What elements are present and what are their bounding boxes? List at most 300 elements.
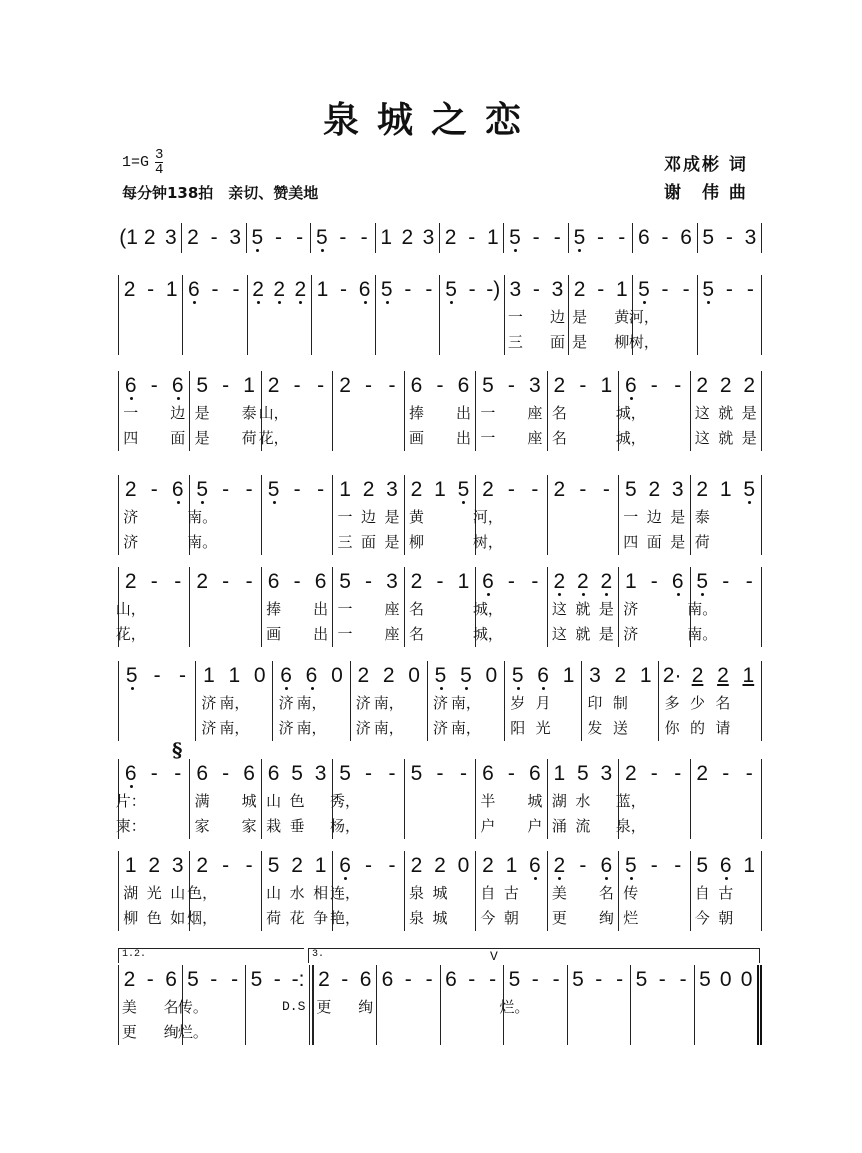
- low-octave-dot: [748, 501, 751, 504]
- lyric-syllable: 栽: [266, 817, 282, 835]
- note: -: [468, 968, 476, 991]
- lyric-syllable: 花，: [115, 625, 146, 643]
- note-cell: [428, 661, 453, 741]
- note-cell: [609, 965, 630, 1045]
- lyric-syllable: 美: [551, 884, 567, 902]
- note: 6: [381, 968, 394, 991]
- score-line-6: [118, 661, 762, 741]
- note-cell: [452, 759, 475, 839]
- note: -: [507, 570, 515, 593]
- note-cell: [659, 661, 684, 741]
- lyric-syllable: 阳: [510, 719, 526, 737]
- note-cell: [719, 275, 740, 355]
- lyric-syllable: 柳: [614, 333, 630, 351]
- note-cell: [666, 851, 689, 931]
- low-octave-dot: [487, 593, 490, 596]
- note: -: [210, 226, 218, 249]
- note: 6: [267, 570, 280, 593]
- note: -: [459, 762, 467, 785]
- measure: [475, 851, 546, 931]
- measure: [375, 223, 439, 253]
- lyric-syllable: 多: [664, 694, 680, 712]
- lyric-syllable: 传。: [177, 998, 208, 1016]
- lyric-syllable: 月: [535, 694, 551, 712]
- note: -: [745, 570, 753, 593]
- note-cell: [666, 567, 689, 647]
- note-cell: [428, 759, 451, 839]
- note-cell: [698, 223, 719, 253]
- note-cell: [119, 851, 142, 931]
- measure: [181, 223, 245, 253]
- lyric-syllable: 河，: [628, 308, 659, 326]
- note-cell: [357, 371, 380, 451]
- lyric-syllable: 城: [432, 884, 448, 902]
- note: -: [552, 968, 560, 991]
- note: 5: [250, 968, 263, 991]
- note-cell: [401, 661, 426, 741]
- lyric-syllable: 烂。: [177, 1023, 208, 1041]
- note: -: [388, 762, 396, 785]
- note-cell: [685, 661, 710, 741]
- lyric-syllable: 四: [123, 429, 139, 447]
- note: 5: [509, 223, 521, 253]
- lyric-syllable: 是: [598, 600, 614, 618]
- measure: [687, 567, 762, 647]
- note-cell: [380, 371, 403, 451]
- measure: [547, 759, 618, 839]
- note-cell: [119, 661, 144, 741]
- note-cell: [714, 371, 737, 451]
- note: -: [273, 968, 281, 991]
- note-cell: [166, 567, 189, 647]
- lyric-syllable: 南。: [187, 508, 218, 526]
- lyric-syllable: 印: [587, 694, 603, 712]
- note-cell: [296, 661, 327, 741]
- measure: [475, 759, 546, 839]
- note-cell: [548, 851, 571, 931]
- measure: [261, 759, 332, 839]
- note-cell: [452, 475, 475, 555]
- note-cell: [499, 965, 530, 1045]
- lyric-syllable: 南，: [450, 694, 481, 712]
- measure: [504, 275, 568, 355]
- note: 5: [696, 854, 709, 877]
- lyric-syllable: 请: [715, 719, 731, 737]
- note: -: [579, 374, 587, 397]
- note: 2: [553, 478, 566, 501]
- note: 6: [188, 275, 200, 305]
- note-cell: [142, 567, 165, 647]
- note-cell: [666, 371, 689, 451]
- measure: [658, 661, 762, 741]
- lyric-syllable: 烂。: [499, 998, 530, 1016]
- lyric-syllable: 一: [480, 404, 496, 422]
- note: 6: [482, 762, 494, 785]
- note-cell: [405, 475, 428, 555]
- note-cell: [140, 965, 161, 1045]
- note-cell: [405, 567, 428, 647]
- lyric-syllable: 名: [551, 404, 567, 422]
- note-cell: [376, 275, 397, 355]
- measure: [189, 475, 260, 555]
- note-cell: [582, 661, 607, 741]
- measure: [332, 851, 403, 931]
- note: -: [150, 570, 158, 593]
- lyric-syllable: 城: [241, 792, 257, 810]
- note-cell: [666, 475, 689, 555]
- measure: [189, 567, 260, 647]
- note-cell: [590, 275, 611, 355]
- note-cell: [740, 223, 761, 253]
- measure: [118, 275, 182, 355]
- measure: [628, 275, 696, 355]
- note: 1: [314, 854, 327, 877]
- note-cell: [190, 759, 213, 839]
- note: 0: [719, 968, 732, 991]
- volta-1-2: 1.2.: [118, 948, 304, 963]
- measure: [504, 661, 581, 741]
- note-cell: [505, 661, 530, 741]
- note: -: [674, 374, 682, 397]
- measure: [439, 223, 503, 253]
- lyric-syllable: 济: [623, 600, 639, 618]
- key-signature: [122, 148, 163, 177]
- note: 2: [696, 374, 709, 397]
- note: 1: [600, 374, 613, 397]
- note-cell: [397, 223, 418, 253]
- measure: [472, 567, 546, 647]
- note: 0: [457, 854, 470, 877]
- note: 2: [267, 374, 280, 397]
- note-cell: [405, 759, 428, 839]
- note-cell: [619, 475, 642, 555]
- lyric-syllable: 名: [408, 625, 424, 643]
- note-cell: [643, 475, 666, 555]
- note: -: [404, 278, 412, 301]
- lyric-syllable: 绚: [358, 998, 374, 1016]
- measure: [615, 371, 689, 451]
- note: -: [722, 570, 730, 593]
- note-cell: [237, 371, 260, 451]
- note-cell: [571, 371, 594, 451]
- note: 1: [562, 664, 575, 687]
- note-cell: [676, 275, 697, 355]
- note-cell: [569, 275, 590, 355]
- note: 2: [124, 478, 137, 501]
- note: 6: [680, 226, 692, 249]
- note: 5: [702, 275, 714, 305]
- note-cell: [571, 475, 594, 555]
- lyric-syllable: 泉: [408, 884, 424, 902]
- note: -: [179, 664, 187, 687]
- measure: [690, 851, 762, 931]
- note: 2: [252, 275, 264, 305]
- lyric-syllable: 济: [278, 694, 294, 712]
- note: 6: [600, 851, 612, 881]
- low-octave-dot: [534, 877, 537, 880]
- note: 2: [187, 226, 199, 249]
- note: 0: [740, 968, 753, 991]
- measure: [618, 475, 689, 555]
- measure: [332, 567, 403, 647]
- note: 6: [529, 851, 541, 881]
- lyric-syllable: 一: [480, 429, 496, 447]
- note: 5: [187, 968, 199, 991]
- note: 2: [554, 567, 566, 597]
- measure: [182, 275, 246, 355]
- note-cell: [479, 661, 504, 741]
- lyric-syllable: 边: [646, 508, 662, 526]
- note: -: [602, 478, 610, 501]
- note-cell: [333, 371, 356, 451]
- note-cell: [483, 275, 504, 355]
- lyric-syllable: 朝: [503, 909, 519, 927]
- note: 2: [434, 854, 446, 877]
- measure: [404, 567, 475, 647]
- note-cell: [142, 759, 165, 839]
- note: 5: [381, 275, 393, 305]
- note-cell: [548, 371, 571, 451]
- note: 5: [699, 968, 711, 991]
- measure: [697, 223, 762, 253]
- note-cell: [290, 275, 311, 355]
- note-cell: [595, 371, 618, 451]
- lyric-syllable: 自: [480, 884, 496, 902]
- note: 3: [509, 278, 522, 301]
- note-cell: [312, 275, 333, 355]
- note: -: [222, 854, 230, 877]
- low-octave-dot: [462, 501, 465, 504]
- lyric-syllable: 水: [575, 792, 591, 810]
- low-octave-dot: [364, 301, 367, 304]
- note-cell: [714, 851, 737, 931]
- lyric-syllable: 杨，: [330, 817, 361, 835]
- note-cell: [691, 851, 714, 931]
- note-cell: [500, 759, 523, 839]
- note-cell: [428, 475, 451, 555]
- lyric-syllable: 名: [598, 884, 614, 902]
- lyric-syllable: 名: [551, 429, 567, 447]
- note: -: [650, 374, 658, 397]
- note: 5: [635, 968, 648, 991]
- note-cell: [225, 275, 246, 355]
- measure: [332, 759, 403, 839]
- note: 5: [572, 968, 584, 991]
- lyric-syllable: 南。: [687, 600, 718, 618]
- note-cell: [247, 223, 268, 253]
- note: 5: [126, 661, 138, 691]
- note-cell: [196, 661, 221, 741]
- note-cell: [115, 567, 146, 647]
- note-cell: [262, 567, 285, 647]
- note: -: [339, 226, 347, 249]
- note-cell: [452, 371, 475, 451]
- note: 5: [339, 570, 351, 593]
- measure: [189, 851, 260, 931]
- measure: [499, 965, 567, 1045]
- lyric-syllable: 画: [266, 625, 282, 643]
- lyric-syllable: 四: [623, 533, 639, 551]
- note: -: [275, 226, 283, 249]
- measure: [472, 475, 546, 555]
- note: 1: [165, 278, 178, 301]
- note-cell: [119, 965, 140, 1045]
- note-cell: [183, 275, 204, 355]
- note-cell: [119, 275, 140, 355]
- measure: [404, 759, 475, 839]
- note: 3: [422, 226, 435, 249]
- note-cell: [698, 275, 719, 355]
- low-octave-dot: [130, 785, 133, 788]
- note-cell: [380, 851, 403, 931]
- note-cell: [214, 567, 237, 647]
- measure: [118, 223, 181, 253]
- low-octave-dot: [311, 687, 314, 690]
- measure-row: [118, 371, 762, 451]
- note-cell: [736, 965, 757, 1045]
- note-cell: [428, 371, 451, 451]
- lyric-syllable: 座: [384, 625, 400, 643]
- note-cell: [285, 567, 308, 647]
- lyric-syllable: 的: [690, 719, 706, 737]
- note: 2: [291, 854, 303, 877]
- note: -: [340, 278, 348, 301]
- note-cell: [714, 475, 737, 555]
- lyric-syllable: 色: [289, 792, 305, 810]
- note-cell: [595, 567, 618, 647]
- note: 6: [410, 374, 423, 397]
- note-cell: [119, 475, 142, 555]
- measure: [547, 475, 618, 555]
- note-cell: [611, 223, 632, 253]
- lyric-syllable: 济: [355, 694, 371, 712]
- note-cell: [633, 223, 654, 253]
- note-cell: [380, 475, 403, 555]
- note: -: [245, 854, 253, 877]
- note-cell: [354, 275, 375, 355]
- note-cell: [139, 223, 160, 253]
- note-cell: [190, 567, 213, 647]
- note: 5: [291, 762, 303, 785]
- note: -: [245, 570, 253, 593]
- note: 6: [314, 570, 327, 593]
- lyric-syllable: 荷: [241, 429, 257, 447]
- note-cell: [237, 567, 260, 647]
- note-cell: [615, 759, 646, 839]
- lyric-syllable: 座: [384, 600, 400, 618]
- low-octave-dot: [131, 687, 134, 690]
- note: -: [531, 968, 539, 991]
- note-cell: [285, 759, 308, 839]
- note: 2: [123, 968, 136, 991]
- time-bottom: 4: [155, 162, 164, 178]
- note-cell: [643, 851, 666, 931]
- note: 2: [600, 567, 612, 597]
- note: 1: [316, 278, 329, 301]
- lyric-syllable: 南，: [450, 719, 481, 737]
- note: -: [679, 968, 687, 991]
- note: -: [222, 570, 230, 593]
- score-line-3: [118, 371, 762, 451]
- note-cell: [204, 275, 225, 355]
- note: -: [745, 762, 753, 785]
- low-octave-dot: [605, 877, 608, 880]
- note: 3: [529, 374, 541, 397]
- note-cell: [333, 567, 356, 647]
- note: 3: [589, 664, 601, 687]
- measure-row: [118, 965, 762, 1045]
- note: -: [222, 762, 230, 785]
- lyric-syllable: 这: [551, 625, 567, 643]
- note-cell: [523, 759, 546, 839]
- note-cell: [476, 759, 499, 839]
- measure: [404, 371, 475, 451]
- note: -: [661, 278, 669, 301]
- note-cell: [737, 567, 760, 647]
- note: 5: [625, 851, 637, 881]
- note: 2: [143, 226, 156, 249]
- note-cell: [608, 661, 633, 741]
- note: -: [174, 570, 182, 593]
- lyric-syllable: 城，: [472, 600, 503, 618]
- note: -: [658, 968, 666, 991]
- note-cell: [224, 965, 245, 1045]
- note: 2: [294, 275, 306, 305]
- low-octave-dot: [465, 687, 468, 690]
- lyric-syllable: 泉，: [615, 817, 646, 835]
- lyric-syllable: 黄: [614, 308, 630, 326]
- note-cell: [740, 275, 761, 355]
- note-cell: [691, 475, 714, 555]
- measure: [375, 275, 439, 355]
- note: 2: [196, 570, 209, 593]
- note-cell: [355, 965, 376, 1045]
- lyric-syllable: 绚: [163, 1023, 179, 1041]
- note-cell: [273, 661, 298, 741]
- lyric-syllable: 就: [575, 625, 591, 643]
- measure: [690, 759, 762, 839]
- note: 6: [359, 275, 371, 305]
- note: -: [618, 226, 626, 249]
- note: 2: [614, 664, 627, 687]
- note-cell: [654, 223, 675, 253]
- measure: [690, 475, 762, 555]
- note: 5: [196, 374, 209, 397]
- lyric-syllable: 南。: [187, 533, 218, 551]
- note: 2: [482, 854, 494, 877]
- low-octave-dot: [707, 301, 710, 304]
- note: 3: [744, 226, 757, 249]
- note-cell: [398, 965, 419, 1045]
- note-cell: [687, 567, 718, 647]
- note: -: [293, 374, 301, 397]
- note-cell: [500, 371, 523, 451]
- note: -: [360, 226, 368, 249]
- measure: [118, 475, 189, 555]
- note: 6: [172, 475, 184, 505]
- low-octave-dot: [278, 301, 281, 304]
- lyric-syllable: 一: [337, 625, 353, 643]
- note-cell: [450, 661, 481, 741]
- note-cell: [214, 851, 237, 931]
- note: (1: [119, 226, 138, 249]
- lyric-syllable: 一: [507, 308, 523, 326]
- low-octave-dot: [582, 593, 585, 596]
- lyric-syllable: 湖: [123, 884, 139, 902]
- lyric-syllable: 面: [550, 333, 566, 351]
- lyric-syllable: 城: [432, 909, 448, 927]
- measure: [332, 475, 403, 555]
